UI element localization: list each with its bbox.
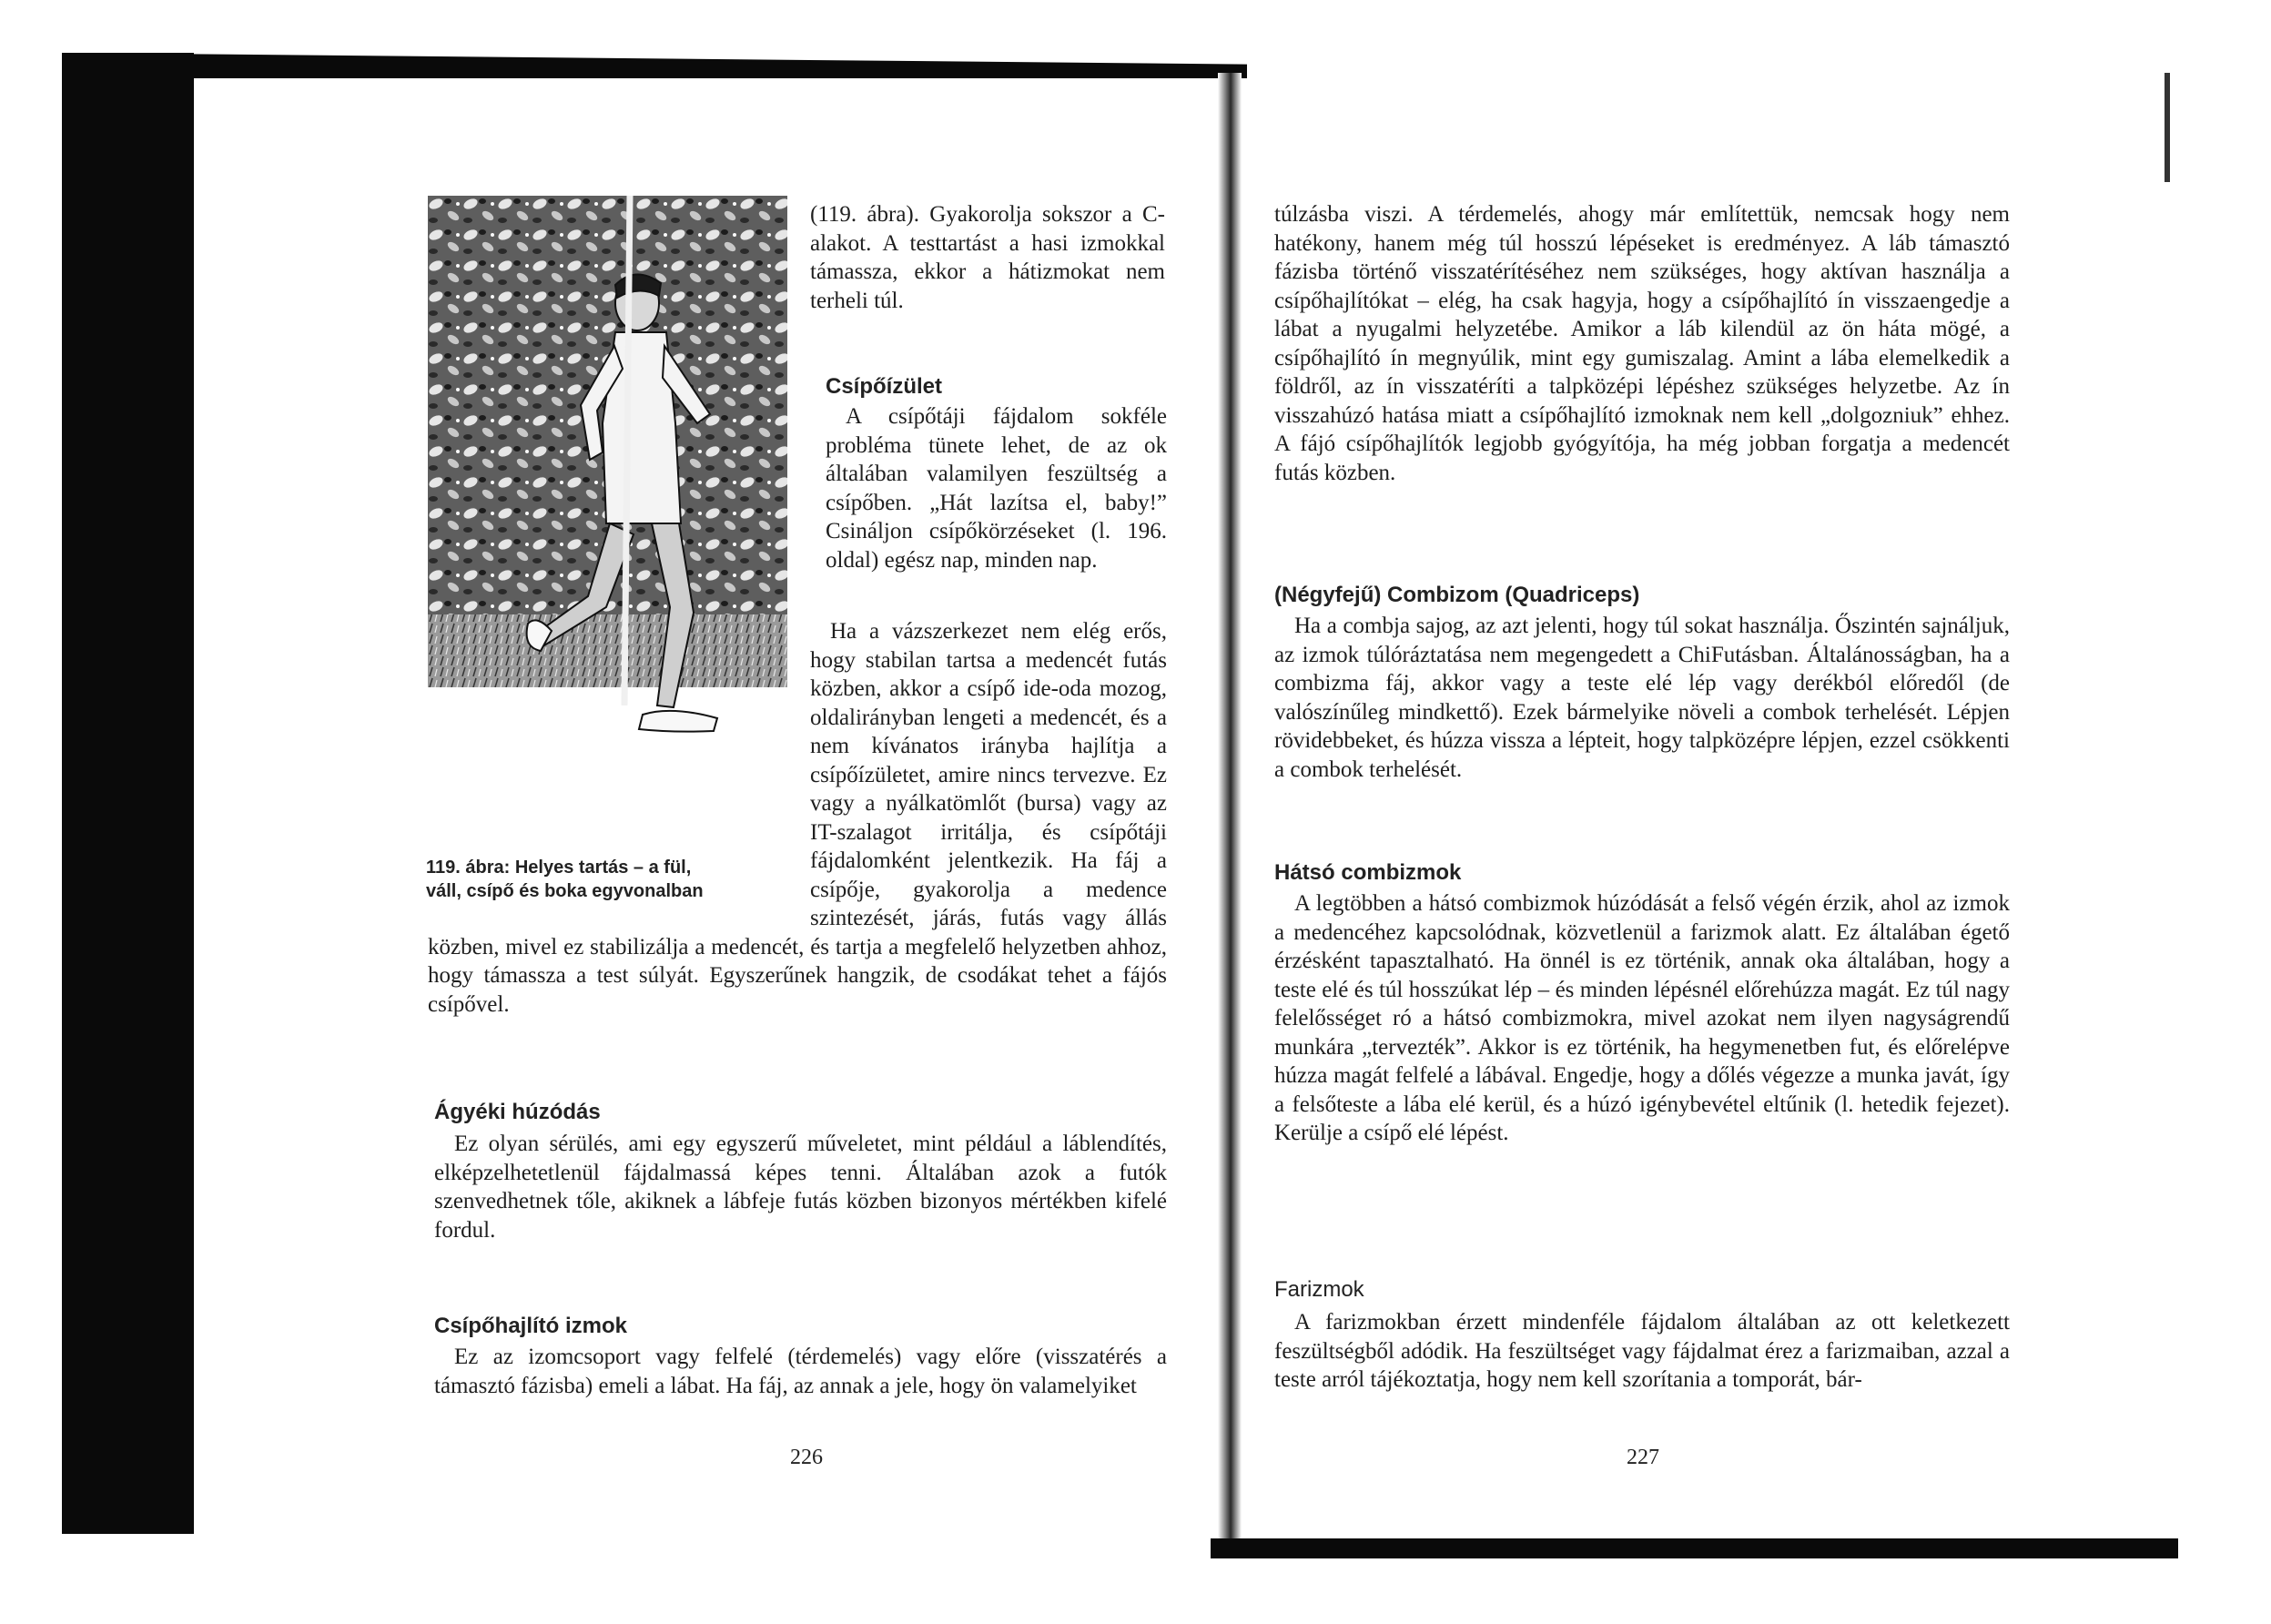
section-heading-csipoizulet: Csípőízület	[826, 374, 943, 399]
section-text-csipohajlito-izmok	[434, 1343, 1167, 1400]
page-number-left: 226	[790, 1446, 823, 1469]
paragraph-farizmok: A farizmokban érzett mindenféle fájdalom általában az ott keletkezett feszültségből adódik. Ha feszültséget vagy fájdalmat érez a farizmaiban, azzal a teste arról tájékoztatja, hogy nem kell szorítania a tomporát, bár-	[1274, 1310, 2010, 1392]
paragraph-csipoizulet-1: A csípőtáji fájdalom sokféle probléma tünete lehet, de az ok általában valamilyen feszültség a csípőben. „Hát lazítsa el, baby!” Csináljon csípőkörzéseket (l. 196. oldal) egész nap, minden nap.	[826, 404, 1167, 573]
section-text-negyfeju-combizom	[1274, 612, 2010, 784]
left-intro-text	[810, 200, 1165, 315]
gutter-shadow-left	[1218, 73, 1231, 1538]
float-spacer	[428, 617, 810, 916]
bottom-scan-edge	[1211, 1538, 2178, 1558]
section-heading-hatso-combizmok: Hátsó combizmok	[1274, 860, 1462, 885]
section-heading-negyfeju-combizom: (Négyfejű) Combizom (Quadriceps)	[1274, 583, 1640, 607]
right-intro-text	[1274, 200, 2010, 487]
section-heading-agyeki-huzodas: Ágyéki húzódás	[434, 1100, 601, 1124]
section-text-farizmok	[1274, 1308, 2010, 1395]
paragraph-csipohajlito-izmok: Ez az izomcsoport vagy felfelé (térdemelés) vagy előre (visszatérés a támasztó fázisba) emeli a lábat. Ha fáj, az annak a jele, hogy ön valamelyiket	[434, 1345, 1167, 1398]
section-text-csipoizulet	[826, 402, 1167, 574]
right-intro-paragraph: túlzásba viszi. A térdemelés, ahogy már említettük, nemcsak hogy nem hatékony, hanem még túl hosszú lépéseket is eredményez. A láb támasztó fázisba történő visszatérítéséhez nem szükséges, hogy aktívan használja a csípőhajlítókat – elég, ha csak hagyja, hogy a csípőhajlító ín visszaengedje a lábat a nyugalmi helyzetébe. Amikor a láb kilendül az ön háta mögé, a csípőhajlító ín megnyúlik, mint egy gumiszalag. Amint a lába elemelkedik a földről, az ín visszatéríti a talpközépi lépéshez szükséges helyzetbe. Az ín visszahúzó hatása miatt a csípőhajlító izmoknak nem kell „dolgozniuk” ehhez. A fájó csípőhajlítók legjobb gyógyítója, ha még jobban forgatja a medencét futás közben.	[1274, 202, 2010, 485]
section-text-agyeki-huzodas	[434, 1130, 1167, 1244]
section-heading-csipohajlito-izmok: Csípőhajlító izmok	[434, 1314, 628, 1338]
section-heading-farizmok: Farizmok	[1274, 1277, 1364, 1302]
top-scan-edge	[62, 53, 1247, 78]
paragraph-negyfeju-combizom: Ha a combja sajog, az azt jelenti, hogy túl sokat használja. Őszintén sajnáljuk, az izmok túlóráztatása nem megengedett a ChiFutásban. Általánosságban, ha a combizma fáj, akkor vagy a teste elé lép vagy derékból előredől (de valószínűleg mindkettő). Ezek bármelyike növeli a combok terhelését. Lépjen rövidebbeket, és húzza vissza a lépteit, hogy talpközépre lépjen, ezzel csökkenti a combok terhelését.	[1274, 614, 2010, 782]
left-scan-edge	[62, 53, 194, 1534]
paragraph-hatso-combizmok: A legtöbben a hátsó combizmok húzódását a felső végén érzik, ahol az izmok a medencéhez kapcsolódnak, közvetlenül a farizmok alatt. Ez általában égető érzésként tapasztalható. Ha önnél is ez történik, annak oka általában, hogy a teste elé és túl hosszúkat lép – és minden lépésnél előrehúzza magát. Ez túl nagy felelősséget ró a hátsó combizmokra, mivel azokat nem ilyen nagyságrendű munkára „tervezték”. Akkor is ez történik, ha hegymenetben fut, és előrelépve húzza magát felfelé a lábával. Engedje, hogy a dőlés végezze a munka javát, így a felsőteste a lába elé kerül, és a húzó igénybevétel eltűnik (l. hetedik fejezet). Kerülje a csípő elé lépést.	[1274, 891, 2010, 1145]
section-text-hatso-combizmok	[1274, 889, 2010, 1148]
paragraph-csipoizulet-2: Ha a vázszerkezet nem elég erős, hogy stabilan tartsa a medencét futás közben, akkor a csípő ide-oda mozog, oldalirányban lengeti a medencét, és a nem kívánatos irányba hajlítja a csípőízületet, amire nincs tervezve. Ez vagy a nyálkatömlőt (bursa) vagy az IT-szalagot irritálja, és csípőtáji fájdalomként jelentkezik. Ha fáj a csípője, gyakorolja a medence szintezését, járás, futás vagy állás közben, mivel ez stabilizálja a medencét, és tartja a megfelelő helyzetben ahhoz, hogy támassza a test súlyát. Egyszerűnek hangzik, de csodákat tehet a fájós csípővel.	[428, 619, 1167, 1017]
paragraph-agyeki-huzodas: Ez olyan sérülés, ami egy egyszerű műveletet, mint például a láblendítés, elképzelhetetlenül fájdalmassá képes tenni. Általában azok a futók szenvedhetnek tőle, akiknek a lábfeje futás közben bizonyos mértékben kifelé fordul.	[434, 1132, 1167, 1243]
section-text-csipoizulet-2	[428, 617, 1167, 1019]
figure-caption-line1: 119. ábra: Helyes tartás – a fül,	[426, 858, 692, 878]
right-edge-mark	[2165, 73, 2170, 182]
figure-caption-line2: váll, csípő és boka egyvonalban	[426, 881, 704, 901]
intro-paragraph: (119. ábra). Gyakorolja sokszor a C-alakot. A testtartást a hasi izmokkal támassza, ekkor a hátizmokat nem terheli túl.	[810, 202, 1165, 313]
page-number-right: 227	[1627, 1446, 1659, 1469]
gutter-shadow-right	[1231, 73, 1242, 1538]
